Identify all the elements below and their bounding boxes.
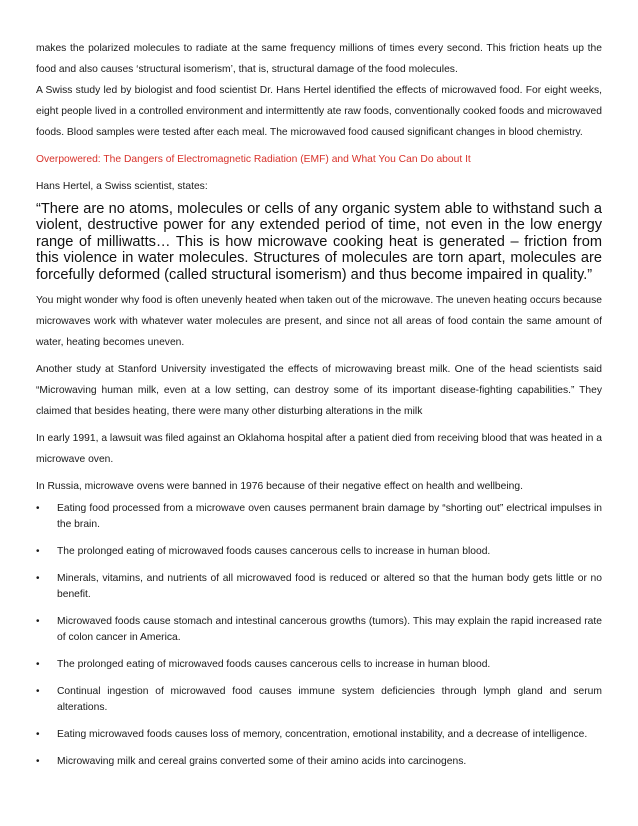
paragraph-stanford-study: Another study at Stanford University investigated the effects of microwaving breast milk. One of the head scientists said “Microwaving human milk, even at a low setting, can destroy some of its important disease-fighting capabilities.” They claimed that besides heating, there were many other disturbing alterations in the milk xyxy=(36,364,602,418)
list-item: • Minerals, vitamins, and nutrients of all microwaved food is reduced or altered so that the human body gets little or no benefit. xyxy=(36,571,602,603)
article-link-heading[interactable]: Overpowered: The Dangers of Electromagnetic Radiation (EMF) and What You Can Do about It xyxy=(36,154,471,165)
list-item: • Microwaved foods cause stomach and intestinal cancerous growths (tumors). This may explain the rapid increased rate of colon cancer in America. xyxy=(36,614,602,646)
paragraph-uneven-heating: You might wonder why food is often unevenly heated when taken out of the microwave. The uneven heating occurs because microwaves work with whatever water molecules are present, and since not all areas of food contain the same amount of water, heating becomes uneven. xyxy=(36,295,602,349)
paragraph-swiss-study: A Swiss study led by biologist and food scientist Dr. Hans Hertel identified the effects of microwaved food. For eight weeks, eight people lived in a controlled environment and intermittently ate raw foods, conventionally cooked foods and microwaved foods. Blood samples were tested after each meal. The microwaved food caused significant changes in blood chemistry. xyxy=(36,85,602,138)
list-item: • Eating microwaved foods causes loss of memory, concentration, emotional instability, and a decrease of intelligence. xyxy=(36,727,602,743)
list-item: • The prolonged eating of microwaved foods causes cancerous cells to increase in human blood. xyxy=(36,544,602,560)
list-item: • Continual ingestion of microwaved food causes immune system deficiencies through lymph gland and serum alterations. xyxy=(36,684,602,716)
list-item: • Microwaving milk and cereal grains converted some of their amino acids into carcinogens. xyxy=(36,754,602,770)
list-item: • The prolonged eating of microwaved foods causes cancerous cells to increase in human blood. xyxy=(36,657,602,673)
list-item: • Eating food processed from a microwave oven causes permanent brain damage by “shorting out” electrical impulses in the brain. xyxy=(36,501,602,533)
effects-list xyxy=(36,501,602,770)
paragraph-oklahoma-lawsuit: In early 1991, a lawsuit was filed against an Oklahoma hospital after a patient died from receiving blood that was heated in a microwave oven. xyxy=(36,433,602,466)
paragraph-russia-ban: In Russia, microwave ovens were banned in 1976 because of their negative effect on health and wellbeing. xyxy=(36,481,523,493)
document-page xyxy=(36,38,602,781)
hertel-quote: “There are no atoms, molecules or cells of any organic system able to withstand such a violent, destructive power for any extended period of time, not even in the low energy range of milliwatts… This is how microwave cooking heat is generated – friction from this violence in water molecules. Structures of molecules are torn apart, molecules are forcefully deformed (called structural isomerism) and thus become impaired in quality.” xyxy=(36,201,602,283)
paragraph-hertel-intro: Hans Hertel, a Swiss scientist, states: xyxy=(36,181,208,192)
paragraph-polarized-molecules: makes the polarized molecules to radiate at the same frequency millions of times every second. This friction heats up the food and also causes ‘structural isomerism’, that is, structural damage of the food molecules. xyxy=(36,43,602,75)
